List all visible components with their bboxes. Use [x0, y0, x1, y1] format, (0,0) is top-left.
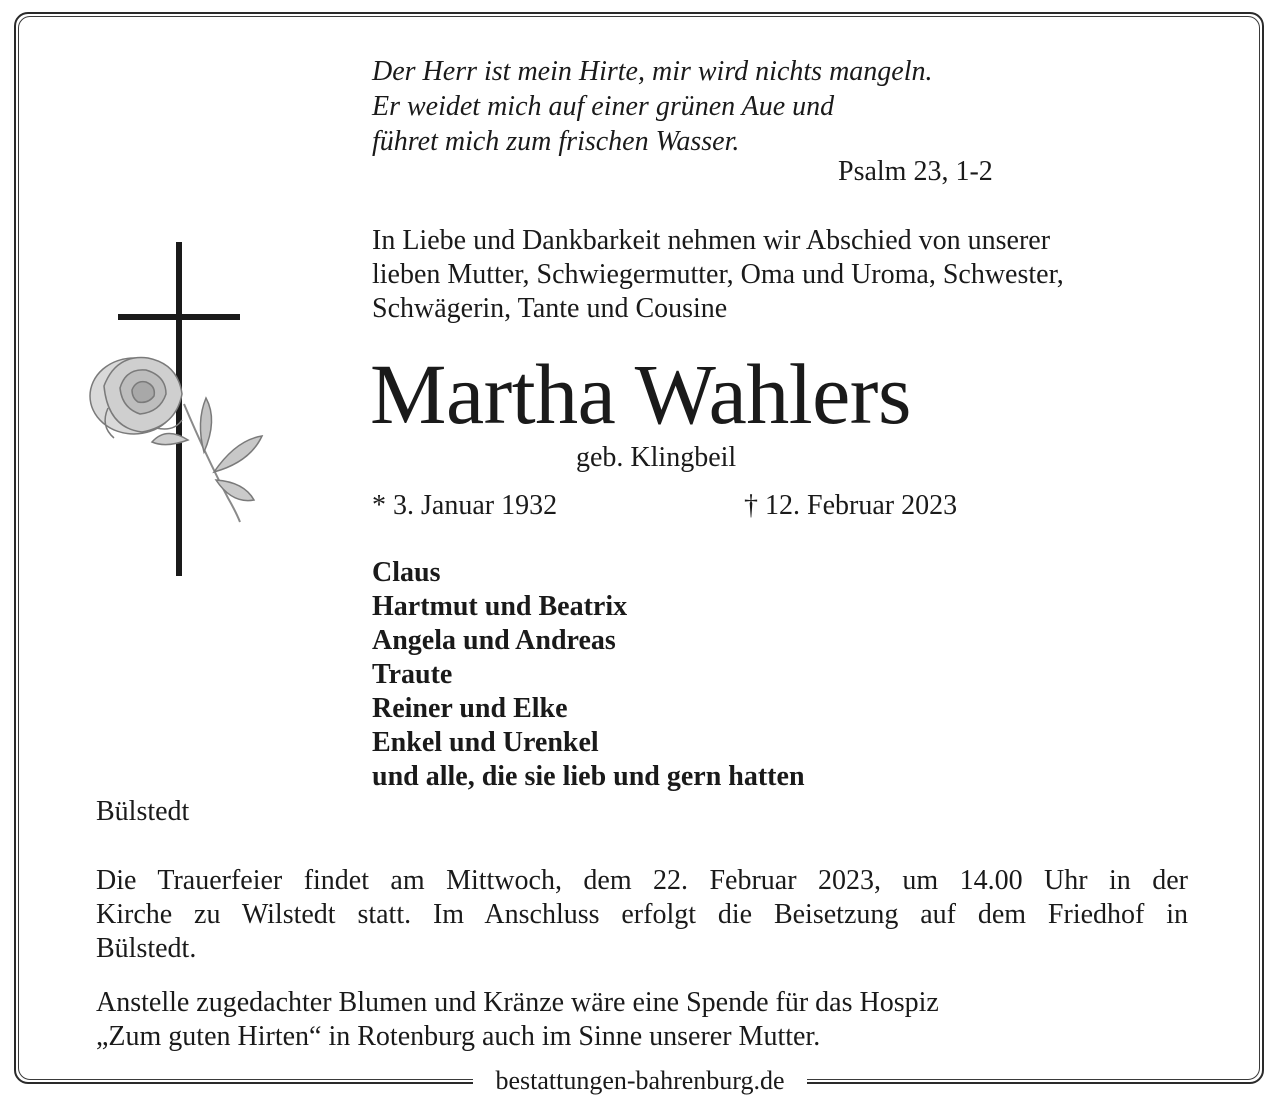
psalm-quote [372, 54, 933, 159]
donation-line: „Zum guten Hirten“ in Rotenburg auch im Sinne unserer Mutter. [96, 1021, 821, 1052]
mourner-item: Hartmut und Beatrix [372, 591, 628, 622]
mourner-item: Claus [372, 557, 441, 588]
psalm-reference: Psalm 23, 1-2 [838, 156, 993, 187]
cross-rose-emblem [86, 236, 276, 582]
maiden-name: geb. Klingbeil [576, 442, 737, 473]
mourner-item: Angela und Andreas [372, 625, 616, 656]
service-line: Bülstedt. [96, 933, 197, 964]
donation-line: Anstelle zugedachter Blumen und Kränze wäre eine Spende für das Hospiz [96, 987, 939, 1018]
psalm-line: führet mich zum frischen Wasser. [372, 126, 740, 157]
mourners-list [372, 556, 805, 794]
mourner-item: Traute [372, 659, 453, 690]
deceased-name: Martha Wahlers [370, 346, 911, 442]
service-line: Die Trauerfeier findet am Mittwoch, dem 22. Februar 2023, um 14.00 Uhr in der [96, 865, 1188, 896]
intro-line: In Liebe und Dankbarkeit nehmen wir Abschied von unserer [372, 225, 1051, 256]
footer [0, 1066, 1280, 1096]
death-date: † 12. Februar 2023 [744, 490, 958, 521]
service-notice [96, 864, 1188, 966]
intro-text [372, 224, 1188, 326]
psalm-line: Er weidet mich auf einer grünen Aue und [372, 91, 835, 122]
psalm-line: Der Herr ist mein Hirte, mir wird nichts mangeln. [372, 56, 933, 87]
footer-url-link[interactable]: bestattungen-bahrenburg.de [473, 1066, 806, 1095]
place-name: Bülstedt [96, 796, 190, 827]
mourner-item: und alle, die sie lieb und gern hatten [372, 761, 805, 792]
intro-line: Schwägerin, Tante und Cousine [372, 293, 728, 324]
service-line: Kirche zu Wilstedt statt. Im Anschluss erfolgt die Beisetzung auf dem Friedhof in [96, 899, 1188, 930]
donation-notice [96, 986, 939, 1054]
mourner-item: Enkel und Urenkel [372, 727, 599, 758]
intro-line: lieben Mutter, Schwiegermutter, Oma und Uroma, Schwester, [372, 259, 1064, 290]
birth-date: * 3. Januar 1932 [372, 490, 558, 521]
mourner-item: Reiner und Elke [372, 693, 568, 724]
